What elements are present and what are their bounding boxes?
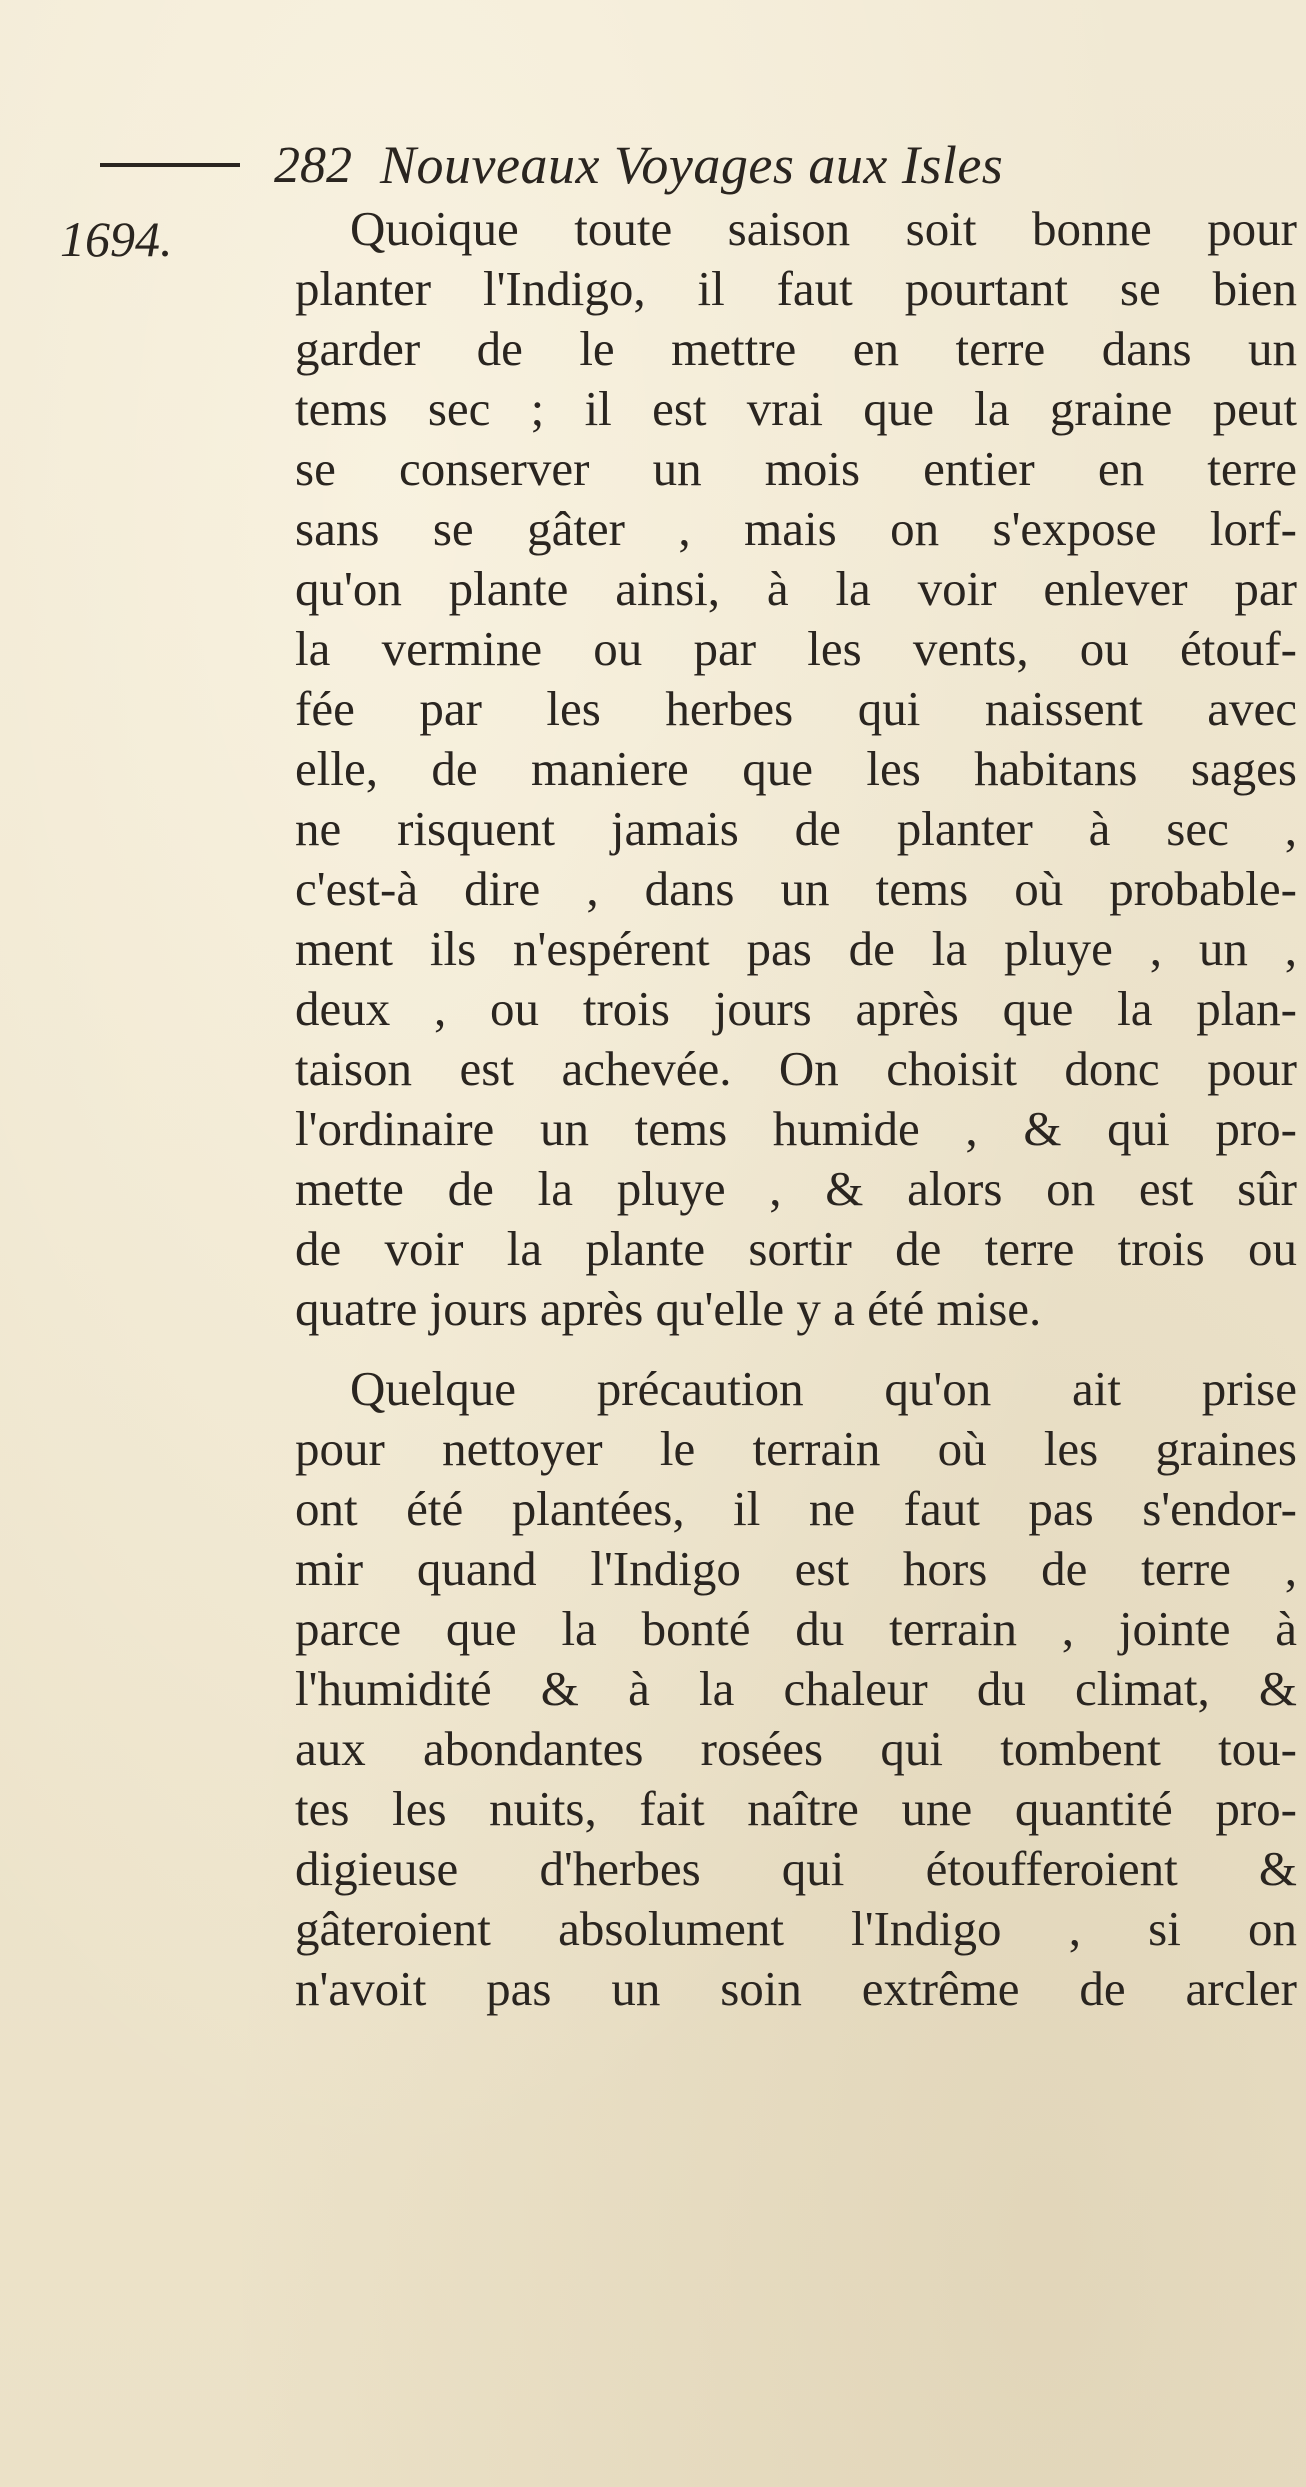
text-line: se conserver un mois entier en terre (295, 441, 1297, 496)
text-line: deux , ou trois jours après que la plan- (295, 981, 1297, 1036)
text-line: aux abondantes rosées qui tombent tou- (295, 1721, 1297, 1776)
text-line: tems sec ; il est vrai que la graine peut (295, 381, 1297, 436)
text-line: la vermine ou par les vents, ou étouf- (295, 621, 1297, 676)
text-line: de voir la plante sortir de terre trois ou (295, 1221, 1297, 1276)
text-line: gâteroient absolument l'Indigo , si on (295, 1901, 1297, 1956)
text-line: l'humidité & à la chaleur du climat, & (295, 1661, 1297, 1716)
text-line: Quoique toute saison soit bonne pour (350, 201, 1297, 256)
text-line: sans se gâter , mais on s'expose lorf- (295, 501, 1297, 556)
text-line: taison est achevée. On choisit donc pour (295, 1041, 1297, 1096)
text-line: garder de le mettre en terre dans un (295, 321, 1297, 376)
text-line: ment ils n'espérent pas de la pluye , un , (295, 921, 1297, 976)
text-line: fée par les herbes qui naissent avec (295, 681, 1297, 736)
text-line: quatre jours après qu'elle y a été mise. (295, 1281, 1042, 1336)
text-line: digieuse d'herbes qui étoufferoient & (295, 1841, 1297, 1896)
text-line: l'ordinaire un tems humide , & qui pro- (295, 1101, 1297, 1156)
text-line: mir quand l'Indigo est hors de terre , (295, 1541, 1297, 1596)
running-title: Nouveaux Voyages aux Isles (380, 135, 1004, 195)
text-line: ont été plantées, il ne faut pas s'endor- (295, 1481, 1297, 1536)
text-line: ne risquent jamais de planter à sec , (295, 801, 1297, 856)
text-line: planter l'Indigo, il faut pourtant se bien (295, 261, 1297, 316)
header-rule (100, 163, 240, 167)
text-line: pour nettoyer le terrain où les graines (295, 1421, 1297, 1476)
margin-year: 1694. (60, 211, 173, 267)
text-line: c'est-à dire , dans un tems où probable- (295, 861, 1297, 916)
text-line: mette de la pluye , & alors on est sûr (295, 1161, 1297, 1216)
text-line: qu'on plante ainsi, à la voir enlever par (295, 561, 1297, 616)
text-line: parce que la bonté du terrain , jointe à (295, 1601, 1297, 1656)
paragraph-gap (295, 1339, 1297, 1359)
page-header (100, 135, 1003, 195)
page-number: 282 (274, 136, 352, 194)
body-text (295, 199, 1297, 2019)
text-line: Quelque précaution qu'on ait prise (350, 1361, 1297, 1416)
text-line: n'avoit pas un soin extrême de arcler (295, 1961, 1297, 2016)
text-line: elle, de maniere que les habitans sages (295, 741, 1297, 796)
text-line: tes les nuits, fait naître une quantité pro- (295, 1781, 1297, 1836)
